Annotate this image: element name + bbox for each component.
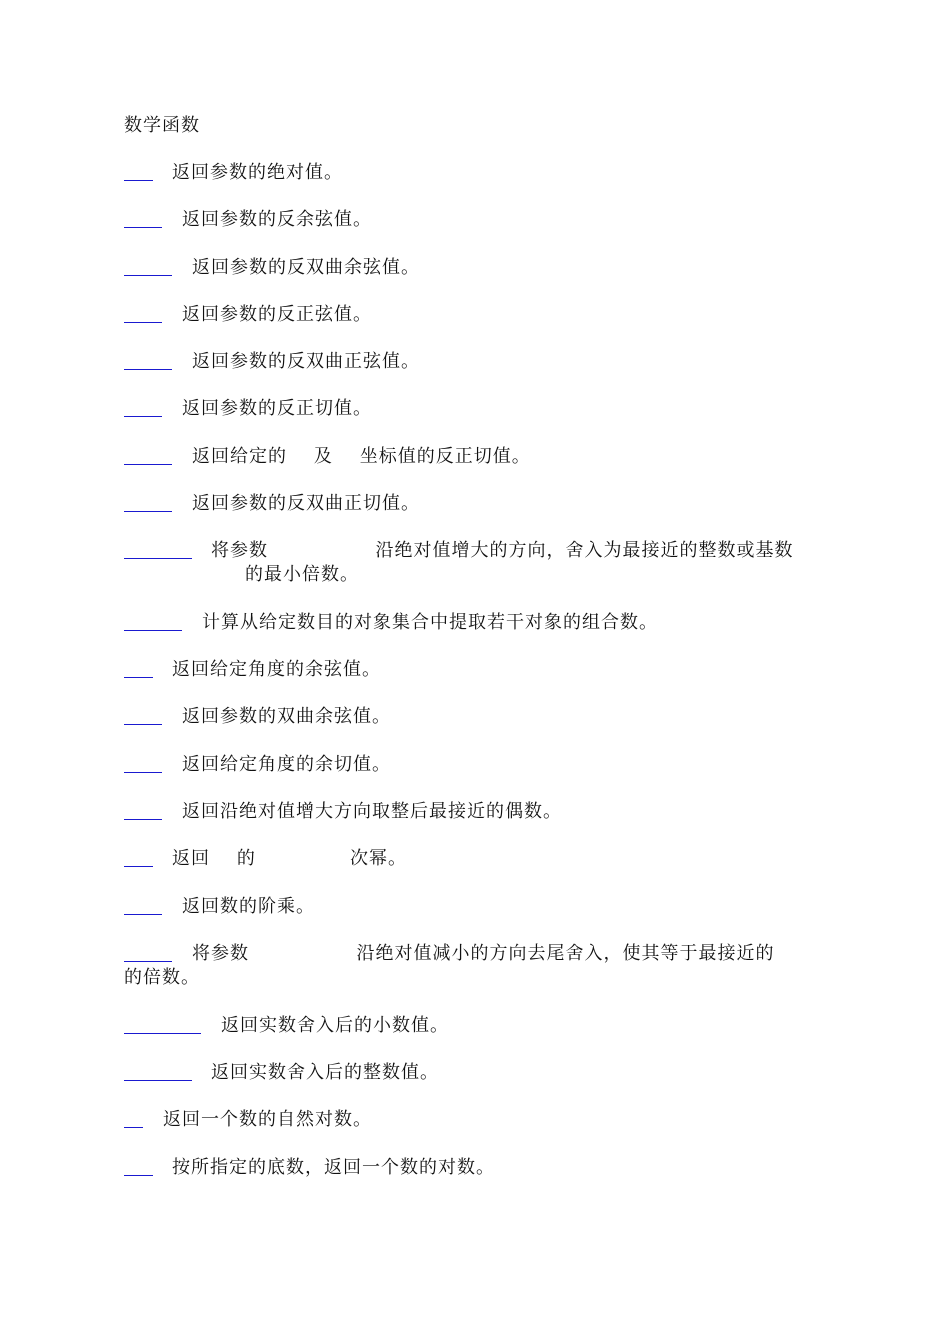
page-title: 数学函数 [124,115,200,136]
function-link[interactable] [124,704,162,725]
function-entry [124,1107,372,1136]
function-link[interactable] [124,1155,153,1176]
function-description: 返回参数的反双曲正弦值。 [192,351,420,372]
function-link[interactable] [124,1060,192,1081]
function-entry [124,1060,439,1089]
function-link[interactable] [124,1107,143,1128]
function-description: 返回参数的反正切值。 [182,398,372,419]
function-description: 返回参数的反余弦值。 [182,209,372,230]
function-description-continued: 的倍数。 [124,967,200,988]
function-link[interactable] [124,799,162,820]
function-link[interactable] [124,255,172,276]
function-link[interactable] [124,396,162,417]
function-link[interactable] [124,349,172,370]
function-entry [124,704,391,733]
function-description: 返回给定角度的余弦值。 [172,659,381,680]
function-description: 返回参数的反正弦值。 [182,304,372,325]
function-description: 返回参数的反双曲余弦值。 [192,257,420,278]
function-description: 返回参数的绝对值。 [172,162,343,183]
function-entry [124,1155,495,1184]
function-entry [124,302,372,331]
function-entry [124,752,391,781]
function-entry [124,941,775,988]
function-link[interactable] [124,610,182,631]
function-entry [124,491,420,520]
function-link[interactable] [124,302,162,323]
function-entry [124,538,794,585]
function-description: 返回沿绝对值增大方向取整后最接近的偶数。 [182,801,562,822]
function-link[interactable] [124,657,153,678]
function-description: 将参数 沿绝对值增大的方向，舍入为最接近的整数或基数 [211,540,794,561]
function-description: 返回给定的 及 坐标值的反正切值。 [192,446,531,467]
function-description: 返回 的 次幂。 [172,848,407,869]
function-entry [124,894,315,923]
function-entry [124,207,372,236]
function-entry [124,396,372,425]
function-entry [124,610,658,639]
function-link[interactable] [124,160,153,181]
function-entry [124,846,407,875]
function-link[interactable] [124,846,153,867]
function-entry [124,1013,449,1042]
function-description-continued: 的最小倍数。 [245,564,359,585]
function-entry [124,160,343,189]
function-description: 返回数的阶乘。 [182,896,315,917]
function-link[interactable] [124,941,172,962]
function-link[interactable] [124,752,162,773]
function-description: 计算从给定数目的对象集合中提取若干对象的组合数。 [202,612,658,633]
function-entry [124,444,531,473]
function-entry [124,657,381,686]
function-description: 按所指定的底数，返回一个数的对数。 [172,1157,495,1178]
function-description: 将参数 沿绝对值减小的方向去尾舍入，使其等于最接近的 [192,943,775,964]
function-description: 返回实数舍入后的小数值。 [221,1015,449,1036]
function-link[interactable] [124,538,192,559]
function-description: 返回参数的反双曲正切值。 [192,493,420,514]
function-description: 返回实数舍入后的整数值。 [211,1062,439,1083]
function-link[interactable] [124,444,172,465]
function-link[interactable] [124,207,162,228]
function-description: 返回参数的双曲余弦值。 [182,706,391,727]
function-description: 返回一个数的自然对数。 [163,1109,372,1130]
function-link[interactable] [124,1013,201,1034]
function-entry [124,255,420,284]
function-link[interactable] [124,491,172,512]
function-entry [124,799,562,828]
function-link[interactable] [124,894,162,915]
function-entry [124,349,420,378]
function-description: 返回给定角度的余切值。 [182,754,391,775]
